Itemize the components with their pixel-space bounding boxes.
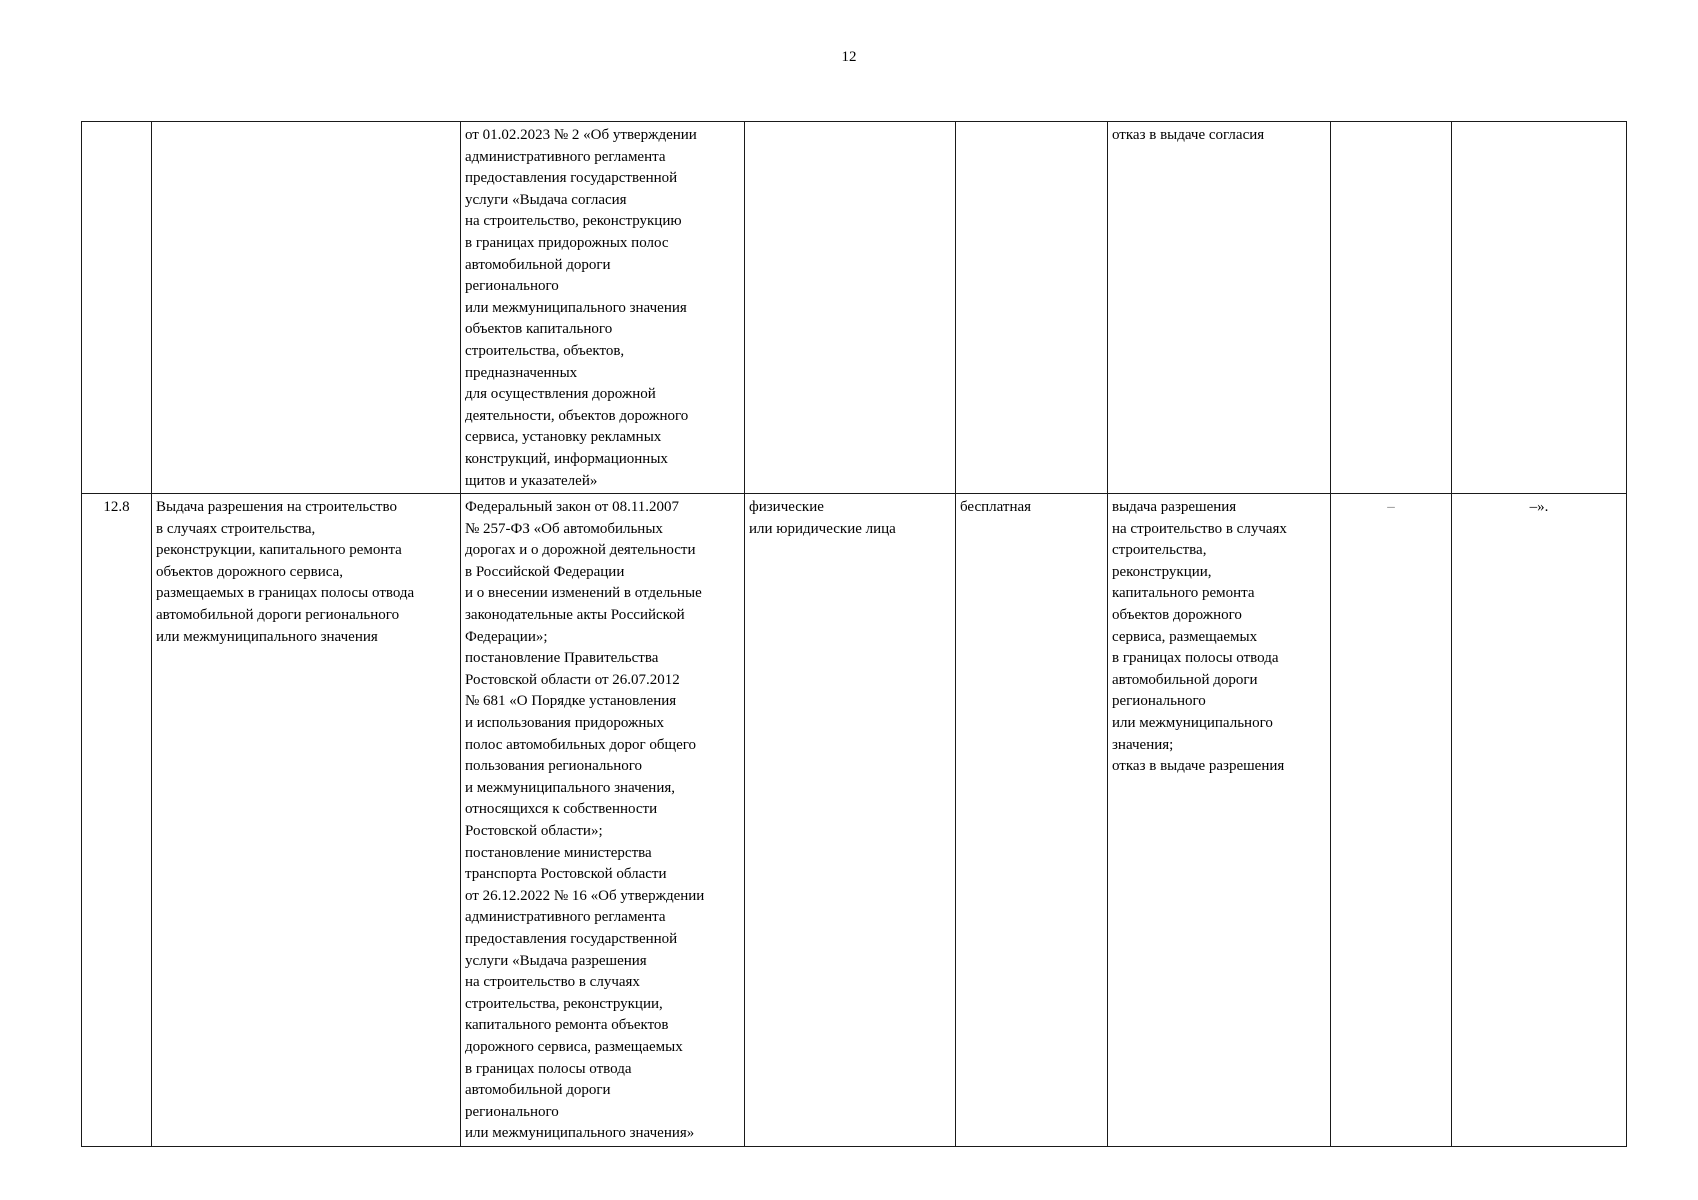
cell-applicants: [745, 122, 956, 494]
cell-col8: –».: [1452, 494, 1627, 1147]
cell-col7: [1331, 122, 1452, 494]
cell-applicants: физические или юридические лица: [745, 494, 956, 1147]
page-number: 12: [841, 49, 857, 65]
services-table: [81, 121, 1627, 1147]
cell-number: 12.8: [82, 494, 152, 1147]
cell-col7: –: [1331, 494, 1452, 1147]
cell-result: выдача разрешения на строительство в случаях строительства, реконструкции, капитального ремонта объектов дорожного сервиса, размещаемых в границах полосы отвода автомобильной дороги регионального или межмуниципального значения; отказ в выдаче разрешения: [1108, 494, 1331, 1147]
cell-legal-basis: Федеральный закон от 08.11.2007 № 257-ФЗ «Об автомобильных дорогах и о дорожной деятельности в Российской Федерации и о внесении изменений в отдельные законодательные акты Российской Федерации»; постановление Правительства Ростовской области от 26.07.2012 № 681 «О Порядке установления и использования придорожных полос автомобильных дорог общего пользования регионального и межмуниципального значения, относящихся к собственности Ростовской области»; постановление министерства транспорта Ростовской области от 26.12.2022 № 16 «Об утверждении административного регламента предоставления государственной услуги «Выдача разрешения на строительство в случаях строительства, реконструкции, капитального ремонта объектов дорожного сервиса, размещаемых в границах полосы отвода автомобильной дороги регионального или межмуниципального значения»: [461, 494, 745, 1147]
cell-result: отказ в выдаче согласия: [1108, 122, 1331, 494]
cell-legal-basis: от 01.02.2023 № 2 «Об утверждении административного регламента предоставления государственной услуги «Выдача согласия на строительство, реконструкцию в границах придорожных полос автомобильной дороги регионального или межмуниципального значения объектов капитального строительства, объектов, предназначенных для осуществления дорожной деятельности, объектов дорожного сервиса, установку рекламных конструкций, информационных щитов и указателей»: [461, 122, 745, 494]
cell-col8: [1452, 122, 1627, 494]
table-row: [82, 494, 1627, 1147]
cell-number: [82, 122, 152, 494]
table-row: [82, 122, 1627, 494]
cell-service-name: Выдача разрешения на строительство в случаях строительства, реконструкции, капитального ремонта объектов дорожного сервиса, размещаемых в границах полосы отвода автомобильной дороги регионального или межмуниципального значения: [152, 494, 461, 1147]
cell-fee: [956, 122, 1108, 494]
cell-service-name: [152, 122, 461, 494]
cell-fee: бесплатная: [956, 494, 1108, 1147]
